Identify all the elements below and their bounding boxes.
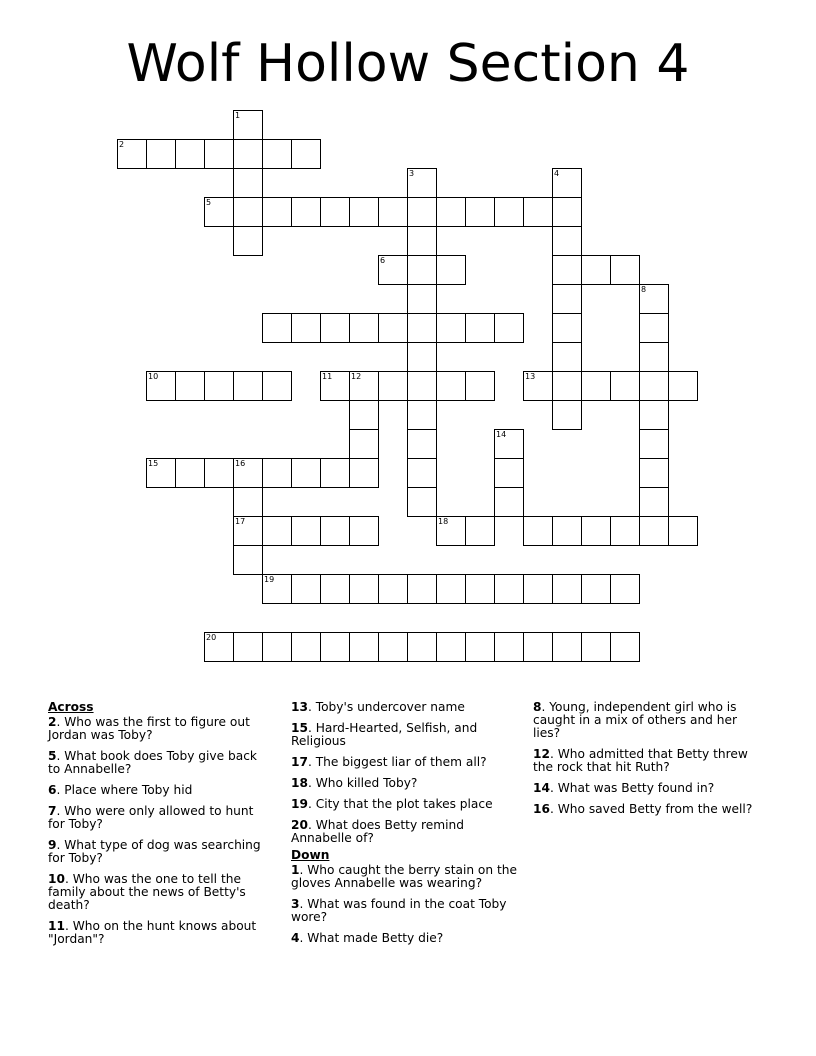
clue-number-11: 11 xyxy=(322,372,333,381)
grid-cell[interactable] xyxy=(639,400,669,430)
grid-cell[interactable] xyxy=(233,487,263,517)
grid-cell[interactable] xyxy=(494,197,524,227)
grid-cell[interactable] xyxy=(262,197,292,227)
grid-cell[interactable] xyxy=(320,197,350,227)
clue-across-5: 5. What book does Toby give back to Annabelle? xyxy=(48,749,257,776)
grid-cell[interactable] xyxy=(407,168,437,198)
grid-cell[interactable] xyxy=(552,226,582,256)
clue-number-5: 5 xyxy=(206,198,212,207)
grid-cell[interactable] xyxy=(320,458,350,488)
grid-cell[interactable] xyxy=(233,632,263,662)
clue-number-8: 8 xyxy=(641,285,647,294)
grid-cell[interactable] xyxy=(291,139,321,169)
grid-cell[interactable] xyxy=(494,632,524,662)
grid-cell[interactable] xyxy=(349,458,379,488)
grid-cell[interactable] xyxy=(668,516,698,546)
clue-across-19: 19. City that the plot takes place xyxy=(291,797,493,811)
grid-cell[interactable] xyxy=(494,487,524,517)
grid-cell[interactable] xyxy=(523,516,553,546)
grid-cell[interactable] xyxy=(291,313,321,343)
grid-cell[interactable] xyxy=(494,429,524,459)
grid-cell[interactable] xyxy=(233,168,263,198)
grid-cell[interactable] xyxy=(349,197,379,227)
grid-cell[interactable] xyxy=(117,139,147,169)
grid-cell[interactable] xyxy=(407,197,437,227)
grid-cell[interactable] xyxy=(349,400,379,430)
grid-cell[interactable] xyxy=(639,371,669,401)
clue-down-8: 8. Young, independent girl who is caught in a mix of others and her lies? xyxy=(533,700,738,740)
grid-cell[interactable] xyxy=(581,516,611,546)
grid-cell[interactable] xyxy=(233,110,263,140)
grid-cell[interactable] xyxy=(610,574,640,604)
grid-cell[interactable] xyxy=(552,284,582,314)
grid-cell[interactable] xyxy=(320,371,350,401)
grid-cell[interactable] xyxy=(581,574,611,604)
grid-cell[interactable] xyxy=(407,342,437,372)
clue-number-19: 19 xyxy=(264,575,275,584)
grid-cell[interactable] xyxy=(407,255,437,285)
grid-cell[interactable] xyxy=(552,516,582,546)
grid-cell[interactable] xyxy=(436,632,466,662)
clue-across-7: 7. Who were only allowed to hunt for Toby? xyxy=(48,804,254,831)
grid-cell[interactable] xyxy=(320,313,350,343)
grid-cell[interactable] xyxy=(320,574,350,604)
clue-down-3: 3. What was found in the coat Toby wore? xyxy=(291,897,507,924)
grid-cell[interactable] xyxy=(349,313,379,343)
grid-cell[interactable] xyxy=(523,197,553,227)
grid-cell[interactable] xyxy=(639,458,669,488)
grid-cell[interactable] xyxy=(146,371,176,401)
grid-cell[interactable] xyxy=(465,632,495,662)
grid-cell[interactable] xyxy=(146,458,176,488)
grid-cell[interactable] xyxy=(552,168,582,198)
grid-cell[interactable] xyxy=(407,226,437,256)
clues-column-2 xyxy=(291,701,521,953)
grid-cell[interactable] xyxy=(407,313,437,343)
grid-cell[interactable] xyxy=(552,632,582,662)
grid-cell[interactable] xyxy=(436,574,466,604)
grid-cell[interactable] xyxy=(436,371,466,401)
clue-across-11: 11. Who on the hunt knows about "Jordan"? xyxy=(48,919,257,946)
grid-cell[interactable] xyxy=(291,197,321,227)
grid-cell[interactable] xyxy=(262,516,292,546)
grid-cell[interactable] xyxy=(494,574,524,604)
clues-column-1 xyxy=(48,701,273,954)
clue-across-9: 9. What type of dog was searching for Toby? xyxy=(48,838,261,865)
clue-number-16: 16 xyxy=(235,459,246,468)
grid-cell[interactable] xyxy=(262,139,292,169)
grid-cell[interactable] xyxy=(233,371,263,401)
clue-number-6: 6 xyxy=(380,256,386,265)
grid-cell[interactable] xyxy=(552,400,582,430)
grid-cell[interactable] xyxy=(407,574,437,604)
grid-cell[interactable] xyxy=(581,632,611,662)
grid-cell[interactable] xyxy=(146,139,176,169)
clue-across-20: 20. What does Betty remind Annabelle of? xyxy=(291,818,464,845)
clues-column-3 xyxy=(533,701,763,824)
grid-cell[interactable] xyxy=(291,574,321,604)
grid-cell[interactable] xyxy=(378,371,408,401)
grid-cell[interactable] xyxy=(349,574,379,604)
page-title: Wolf Hollow Section 4 xyxy=(126,34,690,94)
across-header: Across xyxy=(48,700,94,714)
grid-cell[interactable] xyxy=(552,371,582,401)
grid-cell[interactable] xyxy=(581,255,611,285)
grid-cell[interactable] xyxy=(204,139,234,169)
grid-cell[interactable] xyxy=(523,632,553,662)
grid-cell[interactable] xyxy=(610,371,640,401)
grid-cell[interactable] xyxy=(581,371,611,401)
grid-cell[interactable] xyxy=(204,197,234,227)
clue-across-2: 2. Who was the first to figure out Jordan was Toby? xyxy=(48,715,250,742)
grid-cell[interactable] xyxy=(320,632,350,662)
grid-cell[interactable] xyxy=(407,632,437,662)
clue-number-17: 17 xyxy=(235,517,246,526)
grid-cell[interactable] xyxy=(262,632,292,662)
clue-number-10: 10 xyxy=(148,372,159,381)
grid-cell[interactable] xyxy=(378,255,408,285)
grid-cell[interactable] xyxy=(204,371,234,401)
grid-cell[interactable] xyxy=(262,574,292,604)
grid-cell[interactable] xyxy=(552,255,582,285)
grid-cell[interactable] xyxy=(465,371,495,401)
clue-across-10: 10. Who was the one to tell the family about the news of Betty's death? xyxy=(48,872,246,912)
grid-cell[interactable] xyxy=(407,400,437,430)
grid-cell[interactable] xyxy=(407,487,437,517)
grid-cell[interactable] xyxy=(639,487,669,517)
clue-across-18: 18. Who killed Toby? xyxy=(291,776,418,790)
grid-cell[interactable] xyxy=(465,516,495,546)
grid-cell[interactable] xyxy=(639,313,669,343)
grid-cell[interactable] xyxy=(552,342,582,372)
clue-number-1: 1 xyxy=(235,111,241,120)
grid-cell[interactable] xyxy=(436,255,466,285)
grid-cell[interactable] xyxy=(523,371,553,401)
grid-cell[interactable] xyxy=(552,313,582,343)
clue-down-14: 14. What was Betty found in? xyxy=(533,781,715,795)
grid-cell[interactable] xyxy=(436,516,466,546)
clue-number-3: 3 xyxy=(409,169,415,178)
grid-cell[interactable] xyxy=(523,574,553,604)
grid-cell[interactable] xyxy=(407,458,437,488)
grid-cell[interactable] xyxy=(610,516,640,546)
clue-number-15: 15 xyxy=(148,459,159,468)
grid-cell[interactable] xyxy=(291,632,321,662)
clue-across-17: 17. The biggest liar of them all? xyxy=(291,755,487,769)
grid-cell[interactable] xyxy=(552,574,582,604)
clue-down-1: 1. Who caught the berry stain on the gloves Annabelle was wearing? xyxy=(291,863,517,890)
clue-down-16: 16. Who saved Betty from the well? xyxy=(533,802,753,816)
grid-cell[interactable] xyxy=(233,197,263,227)
grid-cell[interactable] xyxy=(639,284,669,314)
grid-cell[interactable] xyxy=(262,458,292,488)
clue-across-13: 13. Toby's undercover name xyxy=(291,700,465,714)
grid-cell[interactable] xyxy=(349,429,379,459)
grid-cell[interactable] xyxy=(465,574,495,604)
grid-cell[interactable] xyxy=(378,632,408,662)
clue-number-14: 14 xyxy=(496,430,507,439)
grid-cell[interactable] xyxy=(378,313,408,343)
grid-cell[interactable] xyxy=(378,574,408,604)
grid-cell[interactable] xyxy=(262,313,292,343)
grid-cell[interactable] xyxy=(407,429,437,459)
down-header: Down xyxy=(291,848,330,862)
grid-cell[interactable] xyxy=(349,516,379,546)
grid-cell[interactable] xyxy=(407,371,437,401)
grid-cell[interactable] xyxy=(407,284,437,314)
grid-cell[interactable] xyxy=(349,371,379,401)
grid-cell[interactable] xyxy=(668,371,698,401)
clue-number-4: 4 xyxy=(554,169,560,178)
grid-cell[interactable] xyxy=(233,226,263,256)
grid-cell[interactable] xyxy=(494,458,524,488)
clue-number-2: 2 xyxy=(119,140,125,149)
grid-cell[interactable] xyxy=(233,545,263,575)
grid-cell[interactable] xyxy=(436,313,466,343)
grid-cell[interactable] xyxy=(552,197,582,227)
grid-cell[interactable] xyxy=(262,371,292,401)
grid-cell[interactable] xyxy=(639,429,669,459)
grid-cell[interactable] xyxy=(378,197,408,227)
clue-across-6: 6. Place where Toby hid xyxy=(48,783,193,797)
grid-cell[interactable] xyxy=(204,632,234,662)
grid-cell[interactable] xyxy=(291,458,321,488)
grid-cell[interactable] xyxy=(233,139,263,169)
grid-cell[interactable] xyxy=(175,139,205,169)
grid-cell[interactable] xyxy=(291,516,321,546)
grid-cell[interactable] xyxy=(320,516,350,546)
grid-cell[interactable] xyxy=(436,197,466,227)
clue-number-12: 12 xyxy=(351,372,362,381)
grid-cell[interactable] xyxy=(465,197,495,227)
clue-down-12: 12. Who admitted that Betty threw the rock that hit Ruth? xyxy=(533,747,748,774)
grid-cell[interactable] xyxy=(639,516,669,546)
grid-cell[interactable] xyxy=(465,313,495,343)
grid-cell[interactable] xyxy=(204,458,234,488)
grid-cell[interactable] xyxy=(494,313,524,343)
grid-cell[interactable] xyxy=(175,458,205,488)
clue-number-20: 20 xyxy=(206,633,217,642)
clue-down-4: 4. What made Betty die? xyxy=(291,931,444,945)
grid-cell[interactable] xyxy=(175,371,205,401)
grid-cell[interactable] xyxy=(349,632,379,662)
clue-across-15: 15. Hard-Hearted, Selfish, and Religious xyxy=(291,721,478,748)
grid-cell[interactable] xyxy=(233,458,263,488)
grid-cell[interactable] xyxy=(610,632,640,662)
grid-cell[interactable] xyxy=(610,255,640,285)
clue-number-13: 13 xyxy=(525,372,536,381)
grid-cell[interactable] xyxy=(639,342,669,372)
clue-number-18: 18 xyxy=(438,517,449,526)
grid-cell[interactable] xyxy=(233,516,263,546)
